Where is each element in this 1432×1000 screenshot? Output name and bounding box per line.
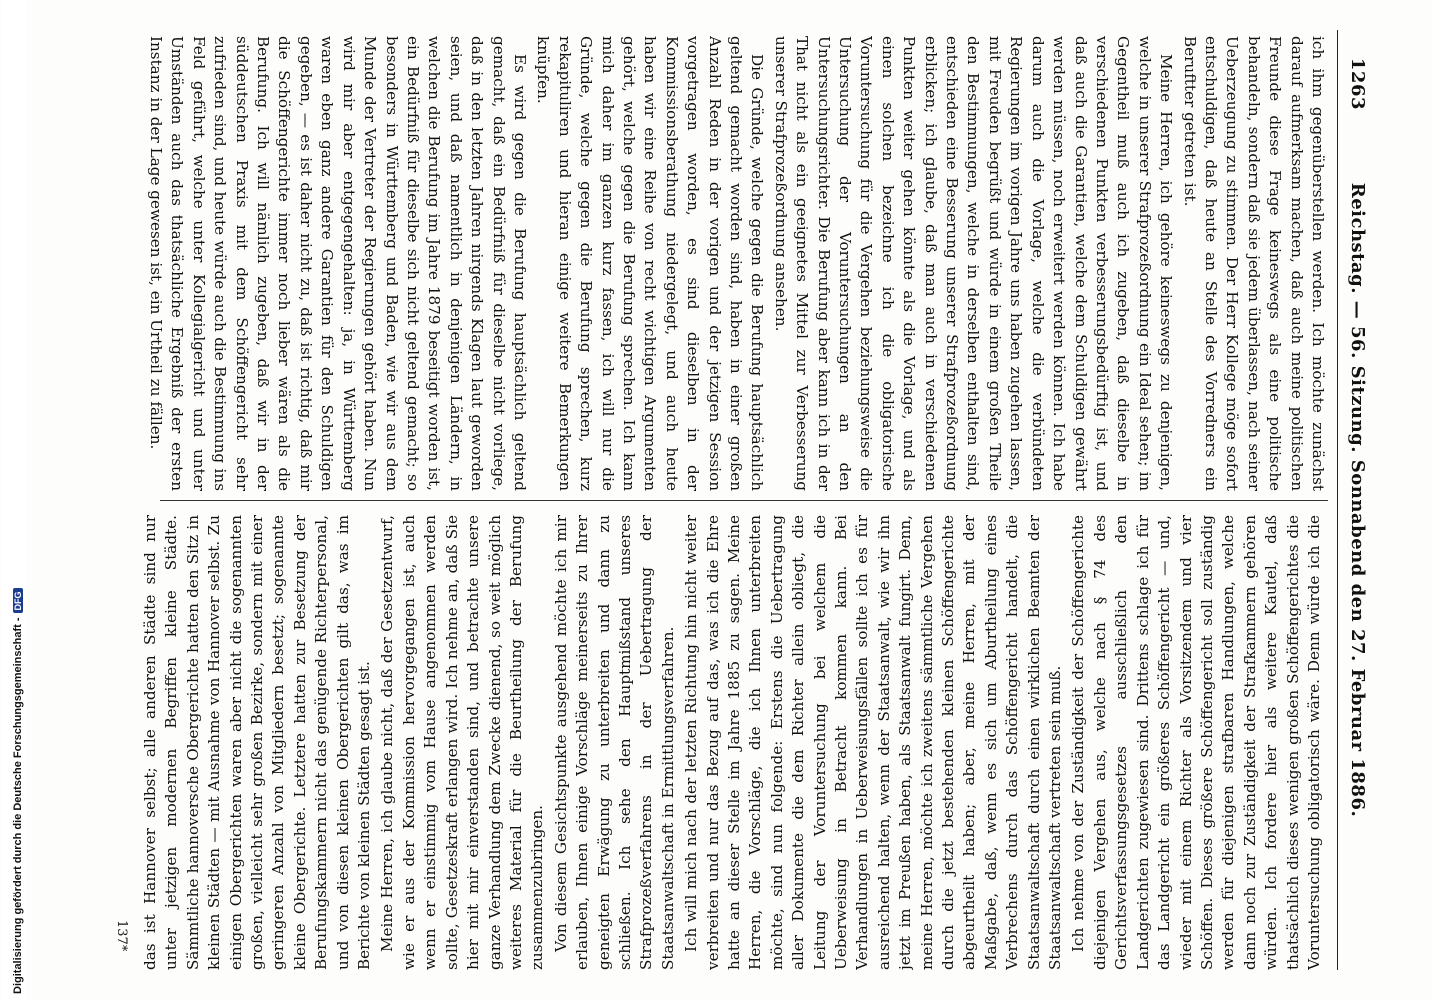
paragraph: Von diesem Gesichtspunkte ausgehend möchte ich mir erlauben, Ihnen einige Vorschläge meinerseits zu Ihrer geneigten Erwägung zu unterbreiten und dann zu schließen. Ich sehe den Hauptmißstand unseres Strafprozeßverfahrens in der Uebertragung der Staatsanwaltschaft in Ermittlungsverfahren. (551, 515, 677, 970)
paragraph: Meine Herren, ich glaube nicht, daß der Gesetzentwurf, wie er aus der Kommission hervorgegangen ist, auch wenn er einstimmig vom Hause angenommen werden sollte, Gesetzeskraft erlangen wird. Ich nehme an, daß Sie hier mit mir einverstanden sind, und betrachte unsere ganze Verhandlung dem Zwecke dienend, so weit möglich weiteres Material für die Beurtheilung der Berufung zusammenzubringen. (378, 515, 547, 970)
page-header (1344, 30, 1372, 970)
dfg-logo: DFG (13, 588, 23, 613)
digitization-strip (2, 0, 26, 1000)
text-column-left-flipped (140, 515, 1328, 970)
page-number: 1263 (1347, 57, 1369, 110)
paragraph (140, 36, 143, 491)
page-title: Reichstag. — 56. Sitzung. Sonnabend den 27. Februar 1886. (1347, 182, 1369, 818)
digitization-note: Digitalisierung gefördert durch die Deutsche Forschungsgemeinschaft -DFG (12, 588, 24, 994)
paragraph: Meine Herren, ich gehöre keineswegs zu denjenigen, welche in unserer Strafprozeßordnung ein Ideal sehen; im Gegentheil muß auch ich zugeben, daß dieselbe in verschiedenen Punkten verbesserungsbedürftig ist, und daß auch die Garantien, welche dem Schuldigen gewährt werden müssen, noch erweitert werden können. Ich habe darum auch die Vorlage, welche die verbündeten Regierungen im vorigen Jahre uns haben zugehen lassen, mit Freuden begrüßt und würde in einem großen Theile den Bestimmungen, welche in derselben enthalten sind, entschieden eine Besserung unserer Strafprozeßordnung erblicken; ich glaube, daß man auch in verschiedenen Punkten weiter gehen könnte als die Vorlage, und als einen solchen bezeichne ich die obligatorische Voruntersuchung für die Vergehen beziehungsweise die Untersuchung der Voruntersuchungen an den Untersuchungsrichter. Die Berufung aber kann ich in der That nicht als ein geeignetes Mittel zur Verbesserung unserer Strafprozeßordnung ansehen. (771, 36, 1176, 491)
sheet-signature: 137* (114, 920, 129, 952)
paragraph: ich ihm gegenüberstellen werden. Ich möchte zunächst darauf aufmerksam machen, daß auch meine politischen Freunde diese Frage keineswegs als eine politische behandeln, sondern daß sie jedem überlassen, nach seiner Ueberzeugung zu stimmen. Der Herr Kollege möge sofort entschuldigen, daß heute an Stelle des Vorredners ein Beruftter getreten ist. (1180, 36, 1327, 491)
header-rule (1337, 30, 1338, 970)
paragraph: das ist Hannover selbst; alle anderen Städte sind nur unter jetzigen modernen Begriffen kleine Städte. Sämmtliche hannoversche Obergerichte hatten den Sitz in kleinen Städten — mit Ausnahme von Hannover selbst. Zu einigen Obergerichten waren aber nicht die sogenannten großen, vielleicht sehr großen Bezirke, sondern mit einer geringeren Anzahl von Mitgliedern besetzt; sogenannte kleine Obergerichte. Letztere hatten zur Besetzung der Berufungskammern nicht das genügende Richterpersonal, und von diesen kleinen Obergerichten gilt das, was im Berichte von kleinen Städten gesagt ist. (141, 515, 374, 970)
paragraph: Es wird gegen die Berufung hauptsächlich geltend gemacht, daß ein Bedürfniß für dieselbe nicht vorliege, daß in den letzten Jahren nirgends Klagen laut geworden seien, und daß namentlich in denjenigen Ländern, in welchen die Berufung im Jahre 1879 beseitigt worden ist, ein Bedürfniß für dieselbe sich nicht geltend gemacht; so besonders in Württemberg und Baden, wie wir aus dem Munde der Vertreter der Regierungen gehört haben. Nun wird mir aber entgegengehalten: ja, in Württemberg waren eben ganz andere Garantien für den Schuldigen gegeben, — es ist daher nicht zu, daß ist richtig, daß mir die Schöffengerichte immer noch lieber wären als die Berufung. Ich will nämlich zugeben, daß wir in der süddeutschen Praxis mit dem Schöffengericht sehr zufrieden sind, und heute würde auch die Bestimmung ins Feld geführt, welche unter Kollegialgericht und unter Umständen auch das thatsächliche Ergebniß der ersten Instanz in der Lage gewesen ist, ein Urtheil zu fällen. (147, 36, 529, 491)
paragraph: Ich will mich nach der letzten Richtung hin nicht weiter verbreiten und nur das Bezug auf das, was ich die Ehre hatte an dieser Stelle im Jahre 1885 zu sagen. Meine Herren, die Vorschläge, die ich Ihnen unterbreiten möchte, sind nun folgende: Erstens die Uebertragung aller Dokumente die dem Richter allein obliegt, die Leitung der Voruntersuchung bei welchem die Ueberweisung in Betracht kommen kann. Bei Verhandlungen in Ueberweisungsfällen sollte ich es für ausreichend halten, wenn der Staatsanwalt, wie wir ihn jetzt im Preußen haben, als Staatsanwalt fungirt. Denn, meine Herren, möchte ich zweitens sämmtliche Vergehen durch die jetzt bestehenden kleinen Schöffengerichte abgeurtheilt haben; aber, meine Herren, mit der Maßgabe, daß, wenn es sich um Aburtheilung eines Verbrechens durch das Schöffengericht handelt, die Staatsanwaltschaft durch einen wirklichen Beamten der Staatsanwaltschaft vertreten sein muß. (682, 515, 1065, 970)
paragraph: Ich nehme von der Zuständigkeit der Schöffengerichte diejenigen Vergehen aus, welche nach § 74 des Gerichtsverfassungsgesetzes ausschließlich den Landgerichten zugewiesen sind. Drittens schlage ich für das Landgericht ein größeres Schöffengericht — und, wieder mit einem Richter als Vorsitzendem und vier Schöffen. Dieses größere Schöffengericht soll zuständig werden für diejenigen strafbaren Handlungen, welche dann noch zur Zuständigkeit der Strafkammern gehören würden. Ich fordere hier als weitere Kautel, daß thatsächlich dieses wenigen großen Schöffengerichtes die Voruntersuchung obligatorisch wäre. Denn würde ich die (1069, 515, 1323, 970)
rotated-content (100, 0, 1390, 1000)
text-column-right (140, 36, 1328, 491)
column-divider (160, 500, 1328, 501)
paragraph: Die Gründe, welche gegen die Berufung hauptsächlich geltend gemacht worden sind, haben in einer großen Anzahl Reden in der vorigen und der jetzigen Session vorgetragen worden, es sind dieselben in der Kommissionsberathung niedergelegt, und auch heute haben wir eine Reihe von recht wichtigen Argumenten gehört, welche gegen die Berufung sprechen. Ich kann mich daher im ganzen kurz fassen, ich will nur die Gründe, welche gegen die Berufung sprechen, kurz rekapituliren und hieran einige weitere Bemerkungen knüpfen. (534, 36, 767, 491)
